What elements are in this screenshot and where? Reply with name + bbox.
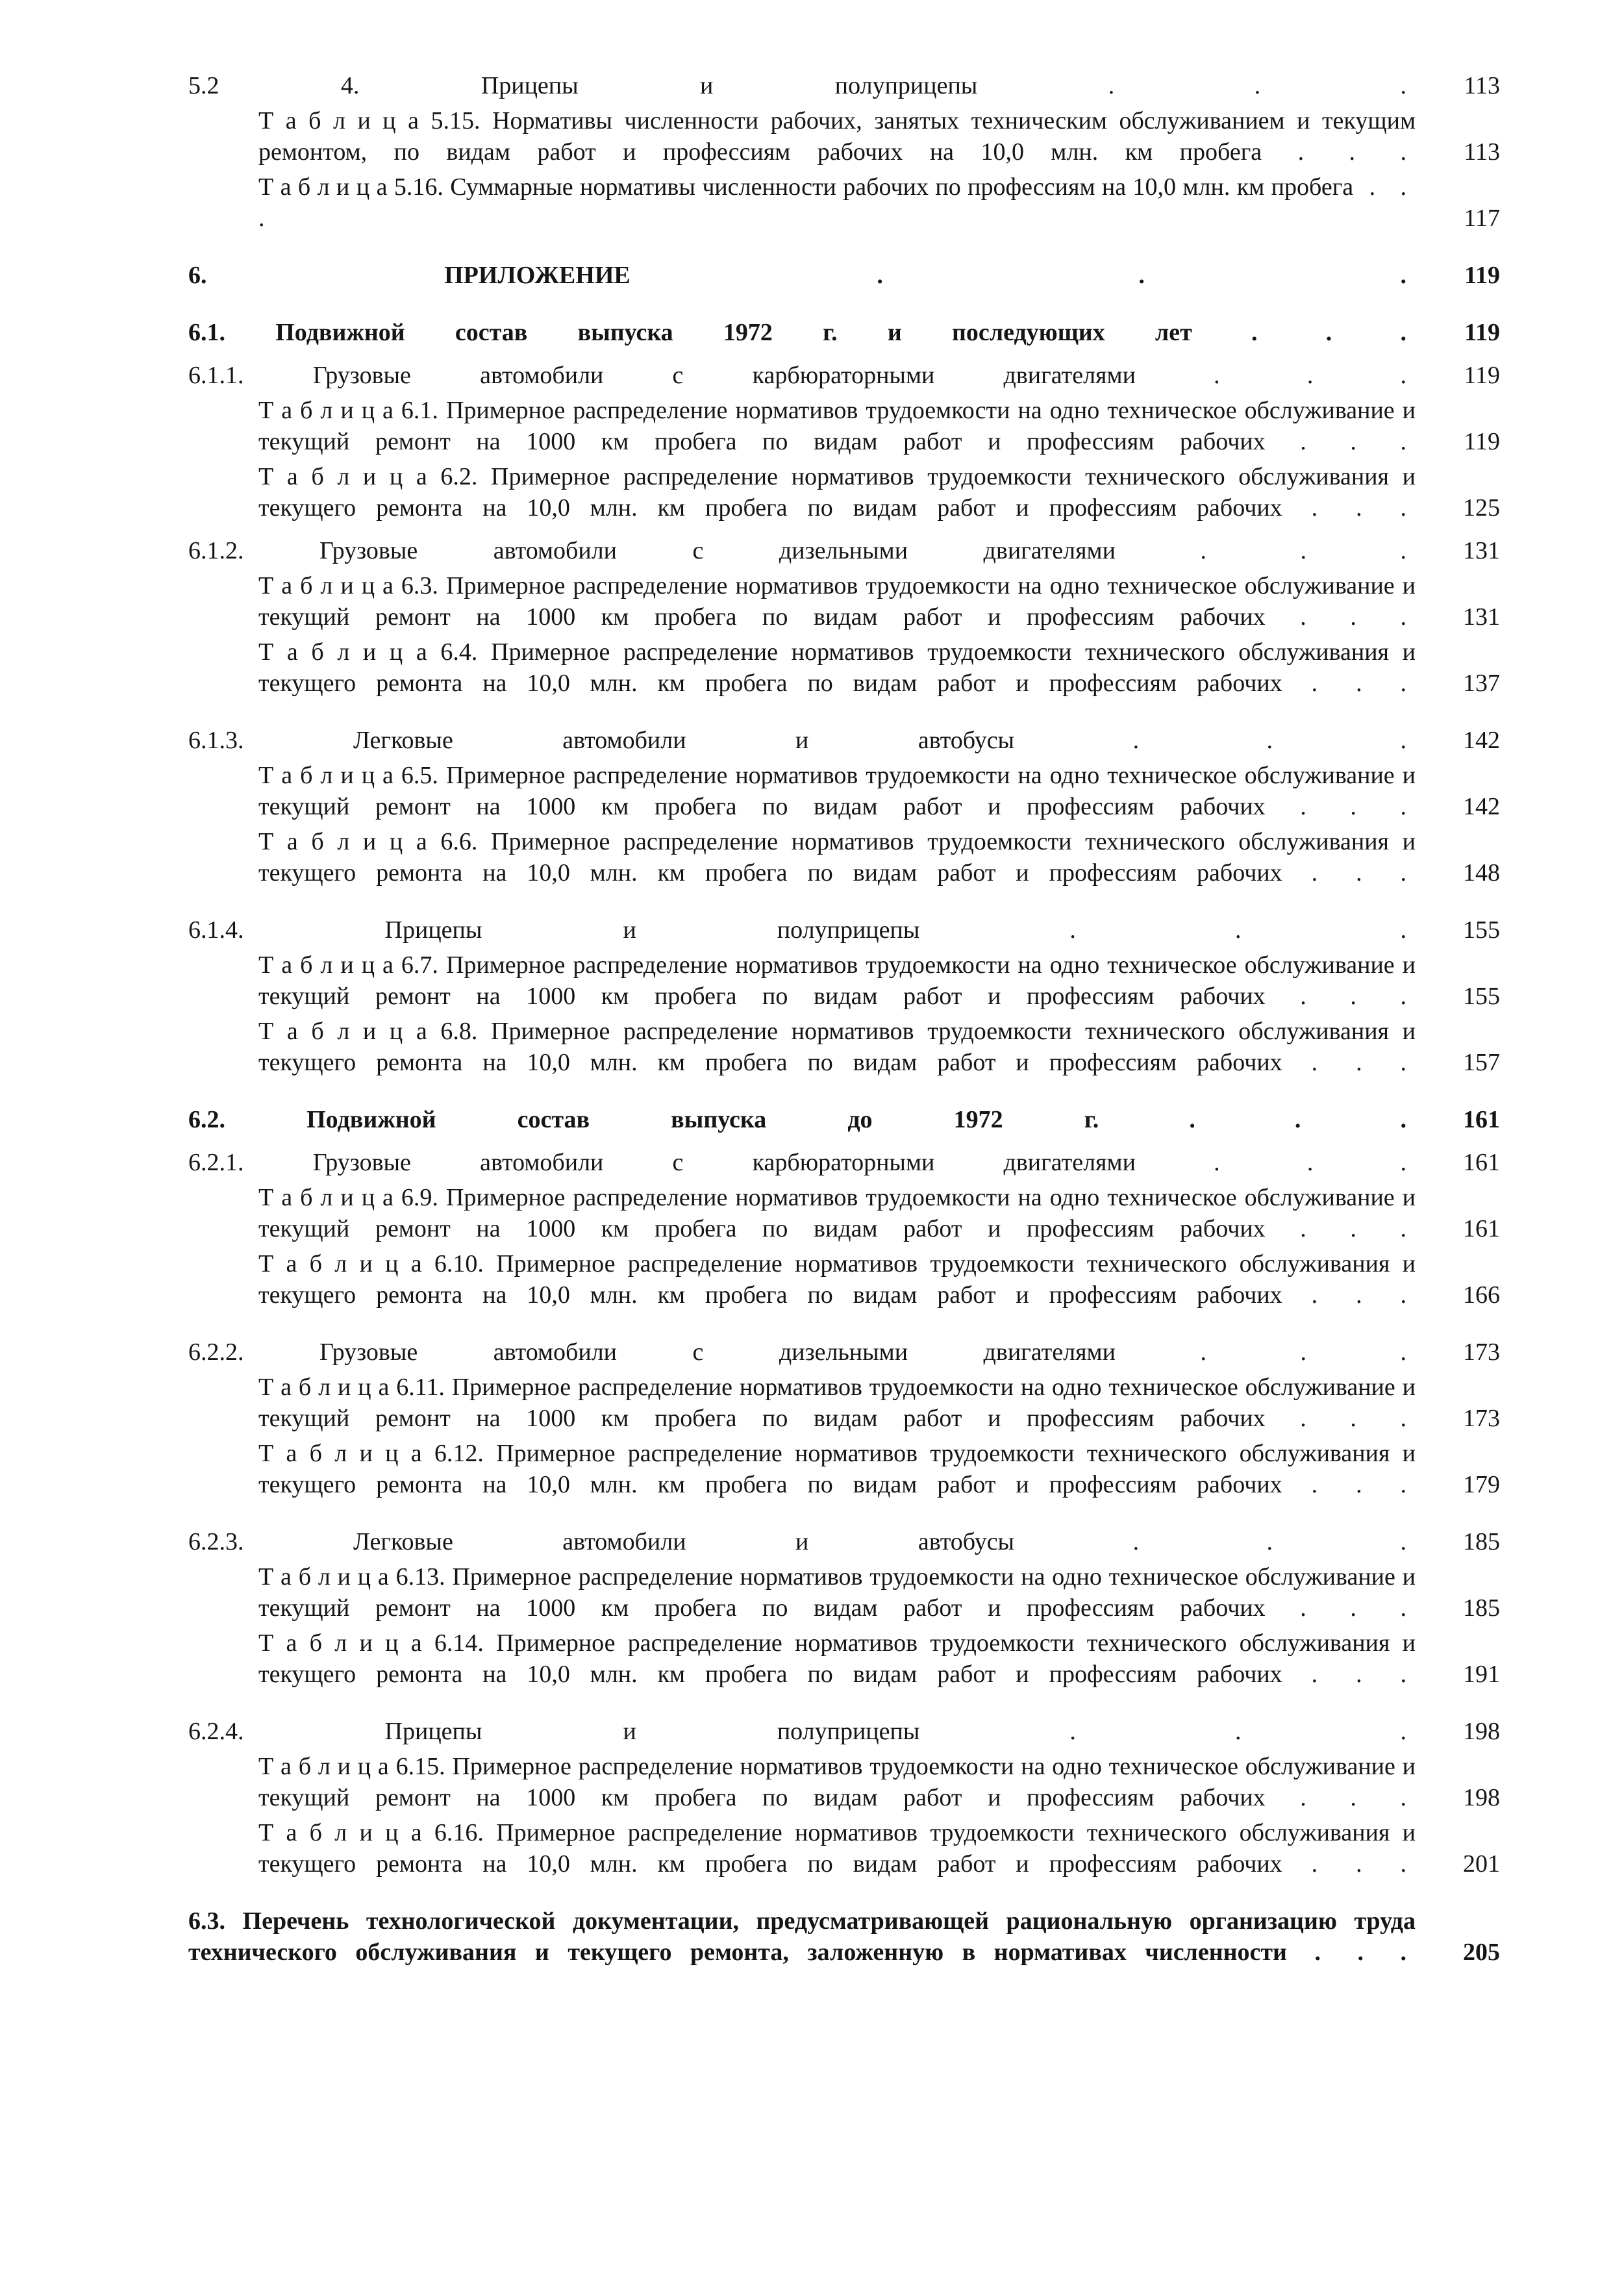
toc-page-number: 185: [1463, 1594, 1500, 1622]
toc-entry-text: [188, 725, 1416, 756]
toc-table-entry[interactable]: [188, 636, 1500, 699]
toc-table-label: Т а б л и ц а 6.16.: [258, 1819, 484, 1846]
toc-page-number: 113: [1464, 138, 1500, 166]
dot-leader: . . .: [1282, 1049, 1416, 1076]
toc-entry-title: Примерное распределение нормативов трудоемкости на одно техническое обслуживание и текущий ремонт на 1000 км пробега по видам работ и профессиям рабочих: [258, 1184, 1416, 1242]
toc-section-entry[interactable]: [188, 70, 1500, 101]
toc-entry-text: [188, 1104, 1416, 1135]
toc-table-label: Т а б л и ц а 6.12.: [258, 1440, 484, 1467]
toc-table-entry[interactable]: [188, 1372, 1500, 1434]
toc-entry-title: Примерное распределение нормативов трудоемкости технического обслуживания и текущего ремонта на 10,0 млн. км пробега по видам работ и профессиям рабочих: [258, 828, 1416, 886]
toc-entry-title: Примерное распределение нормативов трудоемкости технического обслуживания и текущего ремонта на 10,0 млн. км пробега по видам работ и профессиям рабочих: [258, 638, 1416, 697]
toc-table-entry[interactable]: [188, 395, 1500, 457]
dot-leader: . . .: [1265, 1215, 1416, 1242]
toc-page-number: 179: [1463, 1471, 1500, 1498]
toc-section-entry[interactable]: [188, 260, 1500, 291]
toc-entry-title: Примерное распределение нормативов трудоемкости технического обслуживания и текущего ремонта на 10,0 млн. км пробега по видам работ и профессиям рабочих: [258, 1440, 1416, 1498]
toc-entry-text: [188, 914, 1416, 946]
dot-leader: . . .: [1282, 1471, 1416, 1498]
toc-section-entry[interactable]: [188, 317, 1500, 348]
toc-entry-text: [258, 1628, 1416, 1690]
dot-leader: . . .: [1014, 727, 1416, 754]
toc-table-entry[interactable]: [188, 1817, 1500, 1879]
toc-entry-text: [258, 826, 1416, 888]
toc-entry-title: Примерное распределение нормативов трудоемкости на одно техническое обслуживание и текущий ремонт на 1000 км пробега по видам работ и профессиям рабочих: [258, 951, 1416, 1010]
dot-leader: . . .: [977, 72, 1416, 99]
toc-entry-title: ПРИЛОЖЕНИЕ: [444, 262, 631, 289]
toc-page-number: 173: [1463, 1339, 1500, 1366]
toc-table-label: Т а б л и ц а 6.13.: [258, 1563, 445, 1590]
toc-entry-text: [188, 260, 1416, 291]
toc-entry-text: [258, 171, 1416, 234]
dot-leader: . . .: [1099, 1106, 1416, 1133]
toc-page-number: 161: [1463, 1215, 1500, 1242]
toc-entry-number: 6.3.: [188, 1907, 225, 1935]
toc-table-entry[interactable]: [188, 1628, 1500, 1690]
dot-leader: . . .: [1282, 1661, 1416, 1688]
toc-entry-title: Прицепы и полуприцепы: [481, 72, 978, 99]
toc-page-number: 113: [1464, 72, 1500, 99]
toc-entry-title: Примерное распределение нормативов трудоемкости технического обслуживания и текущего ремонта на 10,0 млн. км пробега по видам работ и профессиям рабочих: [258, 1819, 1416, 1878]
toc-page-number: 119: [1464, 428, 1500, 455]
toc-page-number: 119: [1464, 319, 1500, 346]
dot-leader: . . .: [1135, 1149, 1416, 1176]
dot-leader: . . .: [1282, 494, 1416, 522]
dot-leader: . . .: [1286, 1939, 1416, 1966]
toc-table-label: Т а б л и ц а 6.5.: [258, 762, 438, 789]
dot-leader: . . .: [1135, 362, 1416, 389]
toc-entry-number: 6.1.4.: [188, 916, 244, 944]
toc-table-label: Т а б л и ц а 6.6.: [258, 828, 478, 855]
dot-leader: . . .: [1265, 793, 1416, 820]
toc-entry-text: [258, 1372, 1416, 1434]
dot-leader: . . .: [1282, 859, 1416, 886]
toc-table-entry[interactable]: [188, 171, 1500, 234]
toc-entry-title: Грузовые автомобили с карбюраторными двигателями: [312, 362, 1136, 389]
dot-leader: . . .: [1262, 138, 1416, 166]
toc-entry-number: 6.2.: [188, 1106, 225, 1133]
toc-table-label: Т а б л и ц а 6.14.: [258, 1629, 484, 1657]
toc-page-number: 155: [1463, 983, 1500, 1010]
toc-table-entry[interactable]: [188, 461, 1500, 523]
toc-entry-title: Примерное распределение нормативов трудоемкости технического обслуживания и текущего ремонта на 10,0 млн. км пробега по видам работ и профессиям рабочих: [258, 1629, 1416, 1688]
toc-entry-number: 6.: [188, 262, 207, 289]
toc-table-label: Т а б л и ц а 6.3.: [258, 572, 438, 599]
dot-leader: . . .: [1265, 983, 1416, 1010]
toc-entry-text: [258, 570, 1416, 633]
toc-entry-title: Суммарные нормативы численности рабочих по профессиям на 10,0 млн. км пробега: [450, 173, 1354, 201]
toc-table-entry[interactable]: [188, 1438, 1500, 1500]
toc-entry-text: [258, 636, 1416, 699]
toc-entry-text: [188, 317, 1416, 348]
toc-entry-number: 6.1.: [188, 319, 225, 346]
toc-page-number: 198: [1463, 1718, 1500, 1745]
toc-entry-text: [258, 1561, 1416, 1624]
dot-leader: . . .: [1265, 1405, 1416, 1432]
toc-section-entry[interactable]: [188, 1716, 1500, 1747]
toc-page-number: 198: [1463, 1784, 1500, 1811]
toc-entry-title: Прицепы и полуприцепы: [384, 1718, 920, 1745]
toc-page-number: 142: [1463, 727, 1500, 754]
toc-table-entry[interactable]: [188, 1751, 1500, 1813]
toc-table-label: Т а б л и ц а 6.15.: [258, 1753, 445, 1780]
toc-entry-title: Перечень технологической документации, предусматривающей рациональную организацию труда технического обслуживания и текущего ремонта, заложенную в нормативах численности: [188, 1907, 1416, 1966]
toc-section-entry[interactable]: [188, 535, 1500, 566]
toc-entry-text: [258, 760, 1416, 822]
toc-table-entry[interactable]: [188, 826, 1500, 888]
toc-entry-text: [258, 949, 1416, 1012]
toc-entry-title: Нормативы численности рабочих, занятых техническим обслуживанием и текущим ремонтом, по видам работ и профессиям рабочих на 10,0 млн. км пробега: [258, 107, 1416, 166]
toc-entry-title: Примерное распределение нормативов трудоемкости на одно техническое обслуживание и текущий ремонт на 1000 км пробега по видам работ и профессиям рабочих: [258, 1563, 1416, 1622]
dot-leader: . . .: [1115, 537, 1416, 564]
toc-page-number: 166: [1463, 1281, 1500, 1309]
dot-leader: . . .: [919, 1718, 1416, 1745]
toc-table-entry[interactable]: [188, 760, 1500, 822]
dot-leader: . . .: [919, 916, 1416, 944]
toc-entry-title: Примерное распределение нормативов трудоемкости на одно техническое обслуживание и текущий ремонт на 1000 км пробега по видам работ и профессиям рабочих: [258, 397, 1416, 455]
toc-entry-title: Примерное распределение нормативов трудоемкости технического обслуживания и текущего ремонта на 10,0 млн. км пробега по видам работ и профессиям рабочих: [258, 1018, 1416, 1076]
toc-entry-number: 6.2.2.: [188, 1339, 244, 1366]
toc-page-number: 161: [1463, 1149, 1500, 1176]
toc-page-number: 155: [1463, 916, 1500, 944]
dot-leader: . . .: [1014, 1528, 1416, 1555]
toc-entry-title: Прицепы и полуприцепы: [384, 916, 920, 944]
toc-page-number: 125: [1463, 494, 1500, 522]
toc-entry-title: Подвижной состав выпуска до 1972 г.: [306, 1106, 1099, 1133]
toc-entry-text: [258, 1751, 1416, 1813]
toc-entry-number: 6.2.4.: [188, 1718, 244, 1745]
toc-entry-title: Примерное распределение нормативов трудоемкости на одно техническое обслуживание и текущий ремонт на 1000 км пробега по видам работ и профессиям рабочих: [258, 572, 1416, 631]
toc-table-entry[interactable]: [188, 570, 1500, 633]
toc-section-entry[interactable]: [188, 1147, 1500, 1178]
toc-entry-title: Грузовые автомобили с дизельными двигателями: [319, 537, 1116, 564]
toc-entry-text: [258, 1182, 1416, 1244]
dot-leader: . . .: [1192, 319, 1416, 346]
toc-entry-number: 6.2.3.: [188, 1528, 244, 1555]
dot-leader: . . .: [1265, 1594, 1416, 1622]
toc-table-entry[interactable]: [188, 949, 1500, 1012]
toc-entry-number: 5.2 4.: [188, 72, 360, 99]
toc-entry-text: [188, 535, 1416, 566]
dot-leader: . . .: [1265, 603, 1416, 631]
toc-entry-title: Примерное распределение нормативов трудоемкости на одно техническое обслуживание и текущий ремонт на 1000 км пробега по видам работ и профессиям рабочих: [258, 1374, 1416, 1432]
toc-table-label: Т а б л и ц а 6.10.: [258, 1250, 484, 1277]
toc-entry-title: Грузовые автомобили с дизельными двигателями: [319, 1339, 1116, 1366]
toc-entry-text: [188, 1147, 1416, 1178]
toc-entry-text: [258, 1438, 1416, 1500]
toc-entry-title: Легковые автомобили и автобусы: [353, 1528, 1015, 1555]
toc-table-label: Т а б л и ц а 6.7.: [258, 951, 438, 979]
toc-entry-title: Примерное распределение нормативов трудоемкости на одно техническое обслуживание и текущий ремонт на 1000 км пробега по видам работ и профессиям рабочих: [258, 1753, 1416, 1811]
toc-table-label: Т а б л и ц а 6.9.: [258, 1184, 438, 1211]
dot-leader: . . .: [1115, 1339, 1416, 1366]
toc-entry-title: Примерное распределение нормативов трудоемкости технического обслуживания и текущего ремонта на 10,0 млн. км пробега по видам работ и профессиям рабочих: [258, 1250, 1416, 1309]
toc-page-number: 173: [1463, 1405, 1500, 1432]
toc-table-label: Т а б л и ц а 5.15.: [258, 107, 481, 134]
toc-table-entry[interactable]: [188, 1016, 1500, 1078]
toc-table-label: Т а б л и ц а 6.8.: [258, 1018, 478, 1045]
toc-entry-text: [188, 70, 1416, 101]
toc-page-number: 205: [1463, 1939, 1500, 1966]
toc-entry-text: [188, 1337, 1416, 1368]
dot-leader: . . .: [1282, 1281, 1416, 1309]
dot-leader: . . .: [258, 173, 1416, 232]
toc-entry-text: [258, 105, 1416, 168]
toc-page-number: 142: [1463, 793, 1500, 820]
toc-table-entry[interactable]: [188, 105, 1500, 168]
toc-entry-title: Примерное распределение нормативов трудоемкости технического обслуживания и текущего ремонта на 10,0 млн. км пробега по видам работ и профессиям рабочих: [258, 463, 1416, 522]
toc-section-entry[interactable]: [188, 1526, 1500, 1557]
toc-table-label: Т а б л и ц а 6.11.: [258, 1374, 445, 1401]
toc-section-entry[interactable]: [188, 1905, 1500, 1968]
toc-entry-text: [188, 360, 1416, 391]
toc-page-number: 185: [1463, 1528, 1500, 1555]
toc-page-number: 201: [1463, 1850, 1500, 1878]
toc-table-entry[interactable]: [188, 1248, 1500, 1311]
toc-table-label: Т а б л и ц а 5.16.: [258, 173, 443, 201]
toc-section-entry[interactable]: [188, 360, 1500, 391]
table-of-contents: [188, 70, 1500, 1968]
toc-entry-title: Легковые автомобили и автобусы: [353, 727, 1015, 754]
toc-page-number: 131: [1463, 603, 1500, 631]
toc-entry-title: Примерное распределение нормативов трудоемкости на одно техническое обслуживание и текущий ремонт на 1000 км пробега по видам работ и профессиям рабочих: [258, 762, 1416, 820]
toc-page-number: 119: [1464, 362, 1500, 389]
toc-entry-title: Подвижной состав выпуска 1972 г. и последующих лет: [275, 319, 1192, 346]
dot-leader: . . .: [1265, 1784, 1416, 1811]
dot-leader: . . .: [1282, 670, 1416, 697]
toc-entry-number: 6.1.1.: [188, 362, 244, 389]
dot-leader: . . .: [1265, 428, 1416, 455]
toc-page-number: 119: [1464, 262, 1500, 289]
toc-page-number: 148: [1463, 859, 1500, 886]
toc-section-entry[interactable]: [188, 1337, 1500, 1368]
toc-entry-text: [258, 395, 1416, 457]
toc-page-number: 137: [1463, 670, 1500, 697]
toc-entry-text: [258, 1817, 1416, 1879]
toc-section-entry[interactable]: [188, 914, 1500, 946]
toc-entry-title: Грузовые автомобили с карбюраторными двигателями: [312, 1149, 1136, 1176]
toc-table-entry[interactable]: [188, 1182, 1500, 1244]
toc-page-number: 131: [1463, 537, 1500, 564]
toc-entry-text: [188, 1526, 1416, 1557]
toc-entry-number: 6.1.2.: [188, 537, 244, 564]
toc-table-label: Т а б л и ц а 6.4.: [258, 638, 478, 666]
toc-page-number: 161: [1463, 1106, 1500, 1133]
toc-section-entry[interactable]: [188, 725, 1500, 756]
toc-page-number: 191: [1463, 1661, 1500, 1688]
toc-table-label: Т а б л и ц а 6.1.: [258, 397, 438, 424]
toc-page-number: 157: [1463, 1049, 1500, 1076]
toc-table-label: Т а б л и ц а 6.2.: [258, 463, 478, 490]
toc-entry-text: [258, 461, 1416, 523]
toc-entry-number: 6.1.3.: [188, 727, 244, 754]
toc-section-entry[interactable]: [188, 1104, 1500, 1135]
dot-leader: . . .: [630, 262, 1416, 289]
toc-entry-text: [188, 1905, 1416, 1968]
dot-leader: . . .: [1282, 1850, 1416, 1878]
toc-entry-number: 6.2.1.: [188, 1149, 244, 1176]
toc-entry-text: [258, 1248, 1416, 1311]
toc-page-number: 117: [1464, 205, 1500, 232]
toc-entry-text: [258, 1016, 1416, 1078]
toc-table-entry[interactable]: [188, 1561, 1500, 1624]
toc-entry-text: [188, 1716, 1416, 1747]
